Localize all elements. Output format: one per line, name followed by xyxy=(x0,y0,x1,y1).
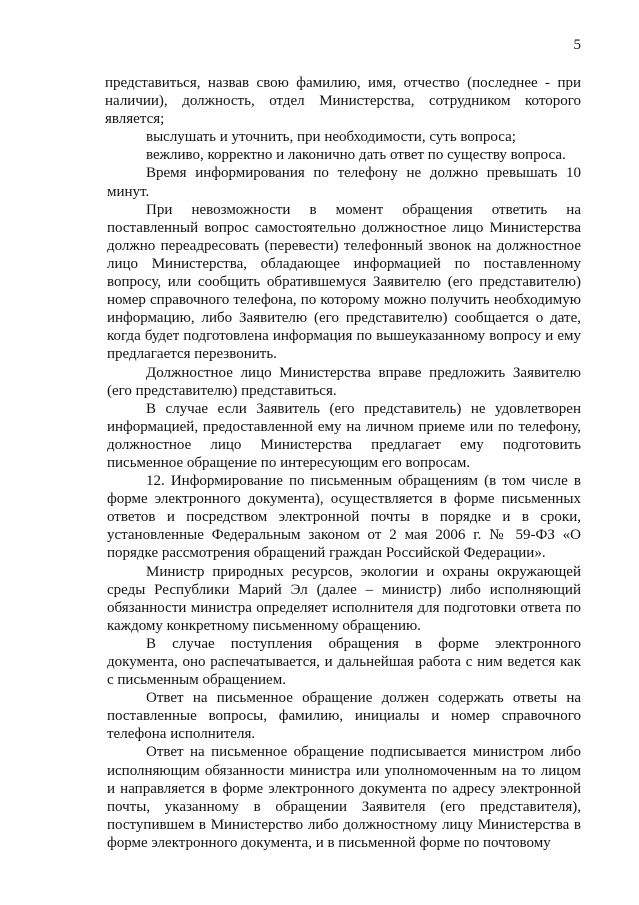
paragraph: Время информирования по телефону не должно превышать 10 минут. xyxy=(107,165,581,200)
paragraph: В случае если Заявитель (его представитель) не удовлетворен информацией, предоставленной ему на личном приеме или по телефону, должностное лицо Министерства предлагает ему подготовить письменное обращение по интересующим его вопросам. xyxy=(107,400,581,471)
paragraph: представиться, назвав свою фамилию, имя, отчество (последнее - при наличии), должность, отдел Министерства, сотрудником которого является; xyxy=(105,75,581,128)
paragraph: В случае поступления обращения в форме электронного документа, оно распечатывается, и дальнейшая работа с ним ведется как с письменным обращением. xyxy=(107,635,581,689)
paragraph: Министр природных ресурсов, экологии и охраны окружающей среды Республики Марий Эл (далее – министр) либо исполняющий обязанности министра определяет исполнителя для подготовки ответа по каждому конкретному письменному обращению. xyxy=(107,563,581,634)
paragraph: вежливо, корректно и лаконично дать ответ по существу вопроса. xyxy=(146,147,566,164)
paragraph: Ответ на письменное обращение должен содержать ответы на поставленные вопросы, фамилию, инициалы и номер справочного телефона исполнителя. xyxy=(107,690,581,743)
paragraph: выслушать и уточнить, при необходимости, суть вопроса; xyxy=(146,129,516,146)
page-number: 5 xyxy=(573,37,581,53)
paragraph: При невозможности в момент обращения ответить на поставленный вопрос самостоятельно должностное лицо Министерства должно переадресовать (перевести) телефонный звонок на должностное лицо Министерства, обладающее информацией по поставленному вопросу, или сообщить обратившемуся Заявителю (его представителю) номер справочного телефона, по которому можно получить необходимую информацию, либо Заявителю (его представителю) сообщается о дате, когда будет подготовлена информация по вышеуказанному вопросу и ему предлагается перезвонить. xyxy=(107,201,581,363)
body-text xyxy=(107,74,581,852)
paragraph: Ответ на письменное обращение подписывается министром либо исполняющим обязанности министра или уполномоченным на то лицом и направляется в форме электронного документа по адресу электронной почты, указанному в обращении Заявителя (его представителя), поступившем в Министерство либо должностному лицу Министерства в форме электронного документа, и в письменной форме по почтовому xyxy=(107,744,581,851)
paragraph: 12. Информирование по письменным обращениям (в том числе в форме электронного документа), осуществляется в форме письменных ответов и посредством электронной почты в порядке и в сроки, установленные Федеральным законом от 2 мая 2006 г. № 59-ФЗ «О порядке рассмотрения обращений граждан Российской Федерации». xyxy=(107,473,581,562)
paragraph: Должностное лицо Министерства вправе предложить Заявителю (его представителю) представиться. xyxy=(107,364,581,399)
